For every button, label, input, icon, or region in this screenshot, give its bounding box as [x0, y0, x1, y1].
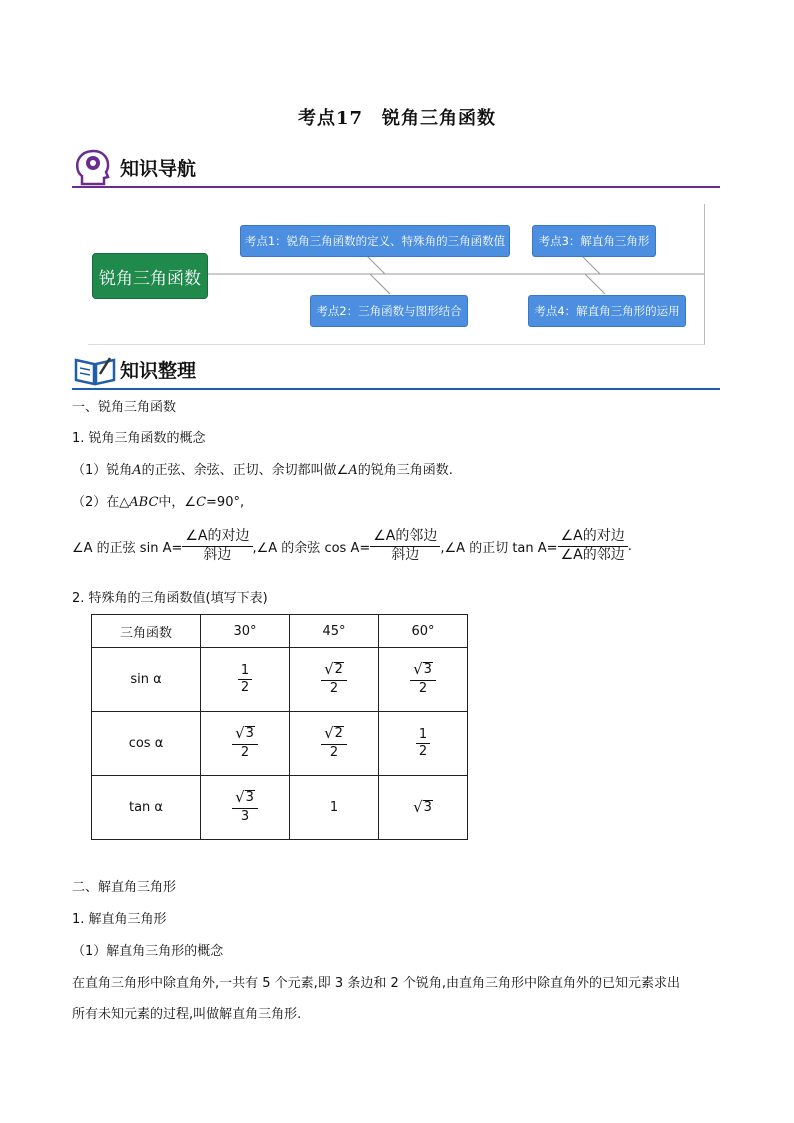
page-title: 考点17 锐角三角函数 — [297, 108, 497, 129]
paragraph: 1. 解直角三角形 — [72, 912, 167, 927]
fraction: $\frac{1}{2}$ — [416, 727, 430, 761]
sqrt: √ 3 — [235, 788, 254, 807]
table-value-cell: 1 — [290, 776, 379, 840]
table-value-cell — [379, 648, 468, 712]
paragraph: 所有未知元素的过程,叫做解直角三角形. — [72, 1007, 302, 1022]
fraction: $\frac{\text{∠A的邻边}}{\text{斜边}}$ — [370, 528, 440, 564]
table-fn-cell: sin α — [92, 648, 201, 712]
fraction: $\frac{\text{∠A的对边}}{\text{斜边}}$ — [182, 528, 252, 564]
table-value-cell — [201, 776, 290, 840]
sqrt: √ 2 — [324, 724, 343, 743]
paragraph: 1. 锐角三角函数的概念 — [72, 431, 206, 446]
sqrt: √ 3 — [413, 797, 432, 816]
paragraph: （1）锐角A的正弦、余弦、正切、余切都叫做∠A的锐角三角函数. — [72, 463, 453, 478]
open-book-icon — [74, 352, 116, 386]
table-fn-cell: cos α — [92, 712, 201, 776]
table-value-cell — [290, 712, 379, 776]
table-value-cell — [379, 712, 468, 776]
table-header-cell: 60° — [379, 615, 468, 648]
paragraph: 2. 特殊角的三角函数值(填写下表) — [72, 591, 268, 606]
table-header-row — [92, 615, 468, 648]
section-header-summary — [72, 350, 720, 390]
formula-line: ∠A 的正弦 sin A= $\frac{\text{∠A的对边}}{\text{斜边}}$ ,∠A 的余弦 cos A= $\frac{\text{∠A的邻边}}{\text{斜边}}$ ,∠A 的正切 tan A= $\frac{\text{∠A的对边}}{\text{∠A的邻边}}$ . — [72, 528, 632, 563]
table-row — [92, 776, 468, 840]
table-value-cell — [201, 648, 290, 712]
fraction: $\frac{1}{2}$ — [238, 663, 252, 697]
section-label-summary: 知识整理 — [120, 360, 197, 382]
table-header-cell: 三角函数 — [92, 615, 201, 648]
sqrt: √ 3 — [413, 660, 432, 679]
section-divider — [72, 388, 720, 390]
mindmap-node-3: 考点3：解直角三角形 — [532, 225, 656, 257]
sqrt: √ 3 — [235, 724, 254, 743]
table-row — [92, 648, 468, 712]
fraction: √ 3 2 — [232, 726, 258, 761]
mindmap-node-2: 考点2：三角函数与图形结合 — [310, 295, 468, 327]
sqrt: √ 2 — [324, 660, 343, 679]
fraction: √ 2 2 — [321, 662, 347, 697]
paragraph: （1）解直角三角形的概念 — [72, 944, 224, 959]
mindmap-connectors — [0, 0, 794, 400]
table-fn-cell: tan α — [92, 776, 201, 840]
heading-1: 一、锐角三角函数 — [72, 400, 177, 415]
section-label-nav: 知识导航 — [120, 158, 197, 180]
fraction: √ 2 2 — [321, 726, 347, 761]
mindmap-node-1: 考点1：锐角三角函数的定义、特殊角的三角函数值 — [240, 225, 510, 257]
fraction: $\frac{\text{∠A的对边}}{\text{∠A的邻边}}$ — [558, 528, 628, 564]
trig-values-table — [91, 614, 468, 840]
fraction: √ 3 3 — [232, 790, 258, 825]
table-value-cell — [201, 712, 290, 776]
paragraph: （2）在△ABC中，∠C=90°, — [72, 495, 245, 510]
table-row — [92, 712, 468, 776]
table-value-cell — [379, 776, 468, 840]
mindmap-node-4: 考点4：解直角三角形的运用 — [528, 295, 686, 327]
table-value-cell — [290, 648, 379, 712]
paragraph: 在直角三角形中除直角外,一共有 5 个元素,即 3 条边和 2 个锐角,由直角三角形中除直角外的已知元素求出 — [72, 976, 681, 991]
mindmap-root: 锐角三角函数 — [92, 253, 208, 299]
heading-2: 二、解直角三角形 — [72, 880, 177, 895]
table-header-cell: 30° — [201, 615, 290, 648]
fraction: √ 3 2 — [410, 662, 436, 697]
table-header-cell: 45° — [290, 615, 379, 648]
